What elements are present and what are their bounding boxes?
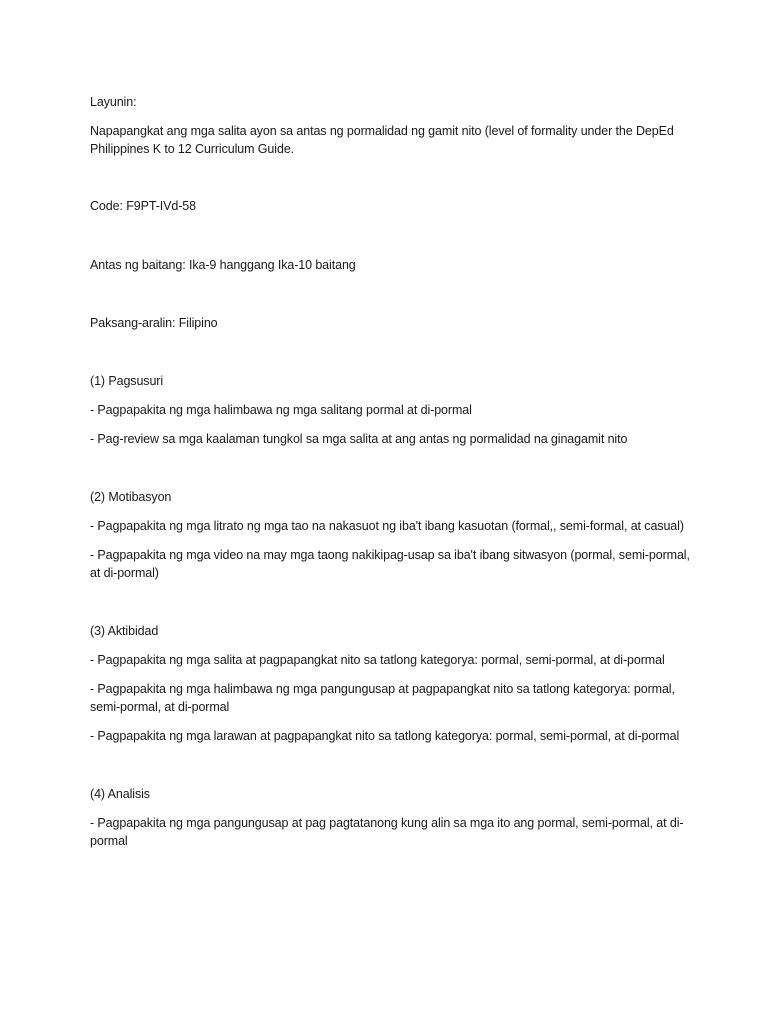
list-item: - Pagpapakita ng mga pangungusap at pag pagtatanong kung alin sa mga ito ang pormal, semi-pormal, at di-pormal xyxy=(90,816,684,848)
section-heading: (3) Aktibidad xyxy=(90,624,159,638)
list-item: - Pagpapakita ng mga litrato ng mga tao na nakasuot ng iba't ibang kasuotan (formal,, semi-formal, at casual) xyxy=(90,519,684,533)
grade-line: Antas ng baitang: Ika-9 hanggang Ika-10 baitang xyxy=(90,258,356,272)
list-item: - Pag-review sa mga kaalaman tungkol sa mga salita at ang antas ng pormalidad na ginagamit nito xyxy=(90,432,628,446)
section-heading: (1) Pagsusuri xyxy=(90,374,164,388)
list-item: - Pagpapakita ng mga larawan at pagpapangkat nito sa tatlong kategorya: pormal, semi-pormal, at di-pormal xyxy=(90,729,680,743)
document-body xyxy=(90,93,690,850)
list-item: - Pagpapakita ng mga halimbawa ng mga salitang pormal at di-pormal xyxy=(90,403,472,417)
objective-text: Napapangkat ang mga salita ayon sa antas ng pormalidad ng gamit nito (level of formality under the DepEd Philippines K to 12 Curriculum Guide. xyxy=(90,124,674,156)
list-item: - Pagpapakita ng mga halimbawa ng mga pangungusap at pagpapangkat nito sa tatlong kategorya: pormal, semi-pormal, at di-pormal xyxy=(90,682,675,714)
objective-label: Layunin: xyxy=(90,95,137,109)
subject-line: Paksang-aralin: Filipino xyxy=(90,316,218,330)
list-item: - Pagpapakita ng mga video na may mga taong nakikipag-usap sa iba't ibang sitwasyon (pormal, semi-pormal, at di-pormal) xyxy=(90,548,690,580)
section-heading: (2) Motibasyon xyxy=(90,490,172,504)
code-line: Code: F9PT-IVd-58 xyxy=(90,199,196,213)
section-heading: (4) Analisis xyxy=(90,787,150,801)
list-item: - Pagpapakita ng mga salita at pagpapangkat nito sa tatlong kategorya: pormal, semi-pormal, at di-pormal xyxy=(90,653,665,667)
